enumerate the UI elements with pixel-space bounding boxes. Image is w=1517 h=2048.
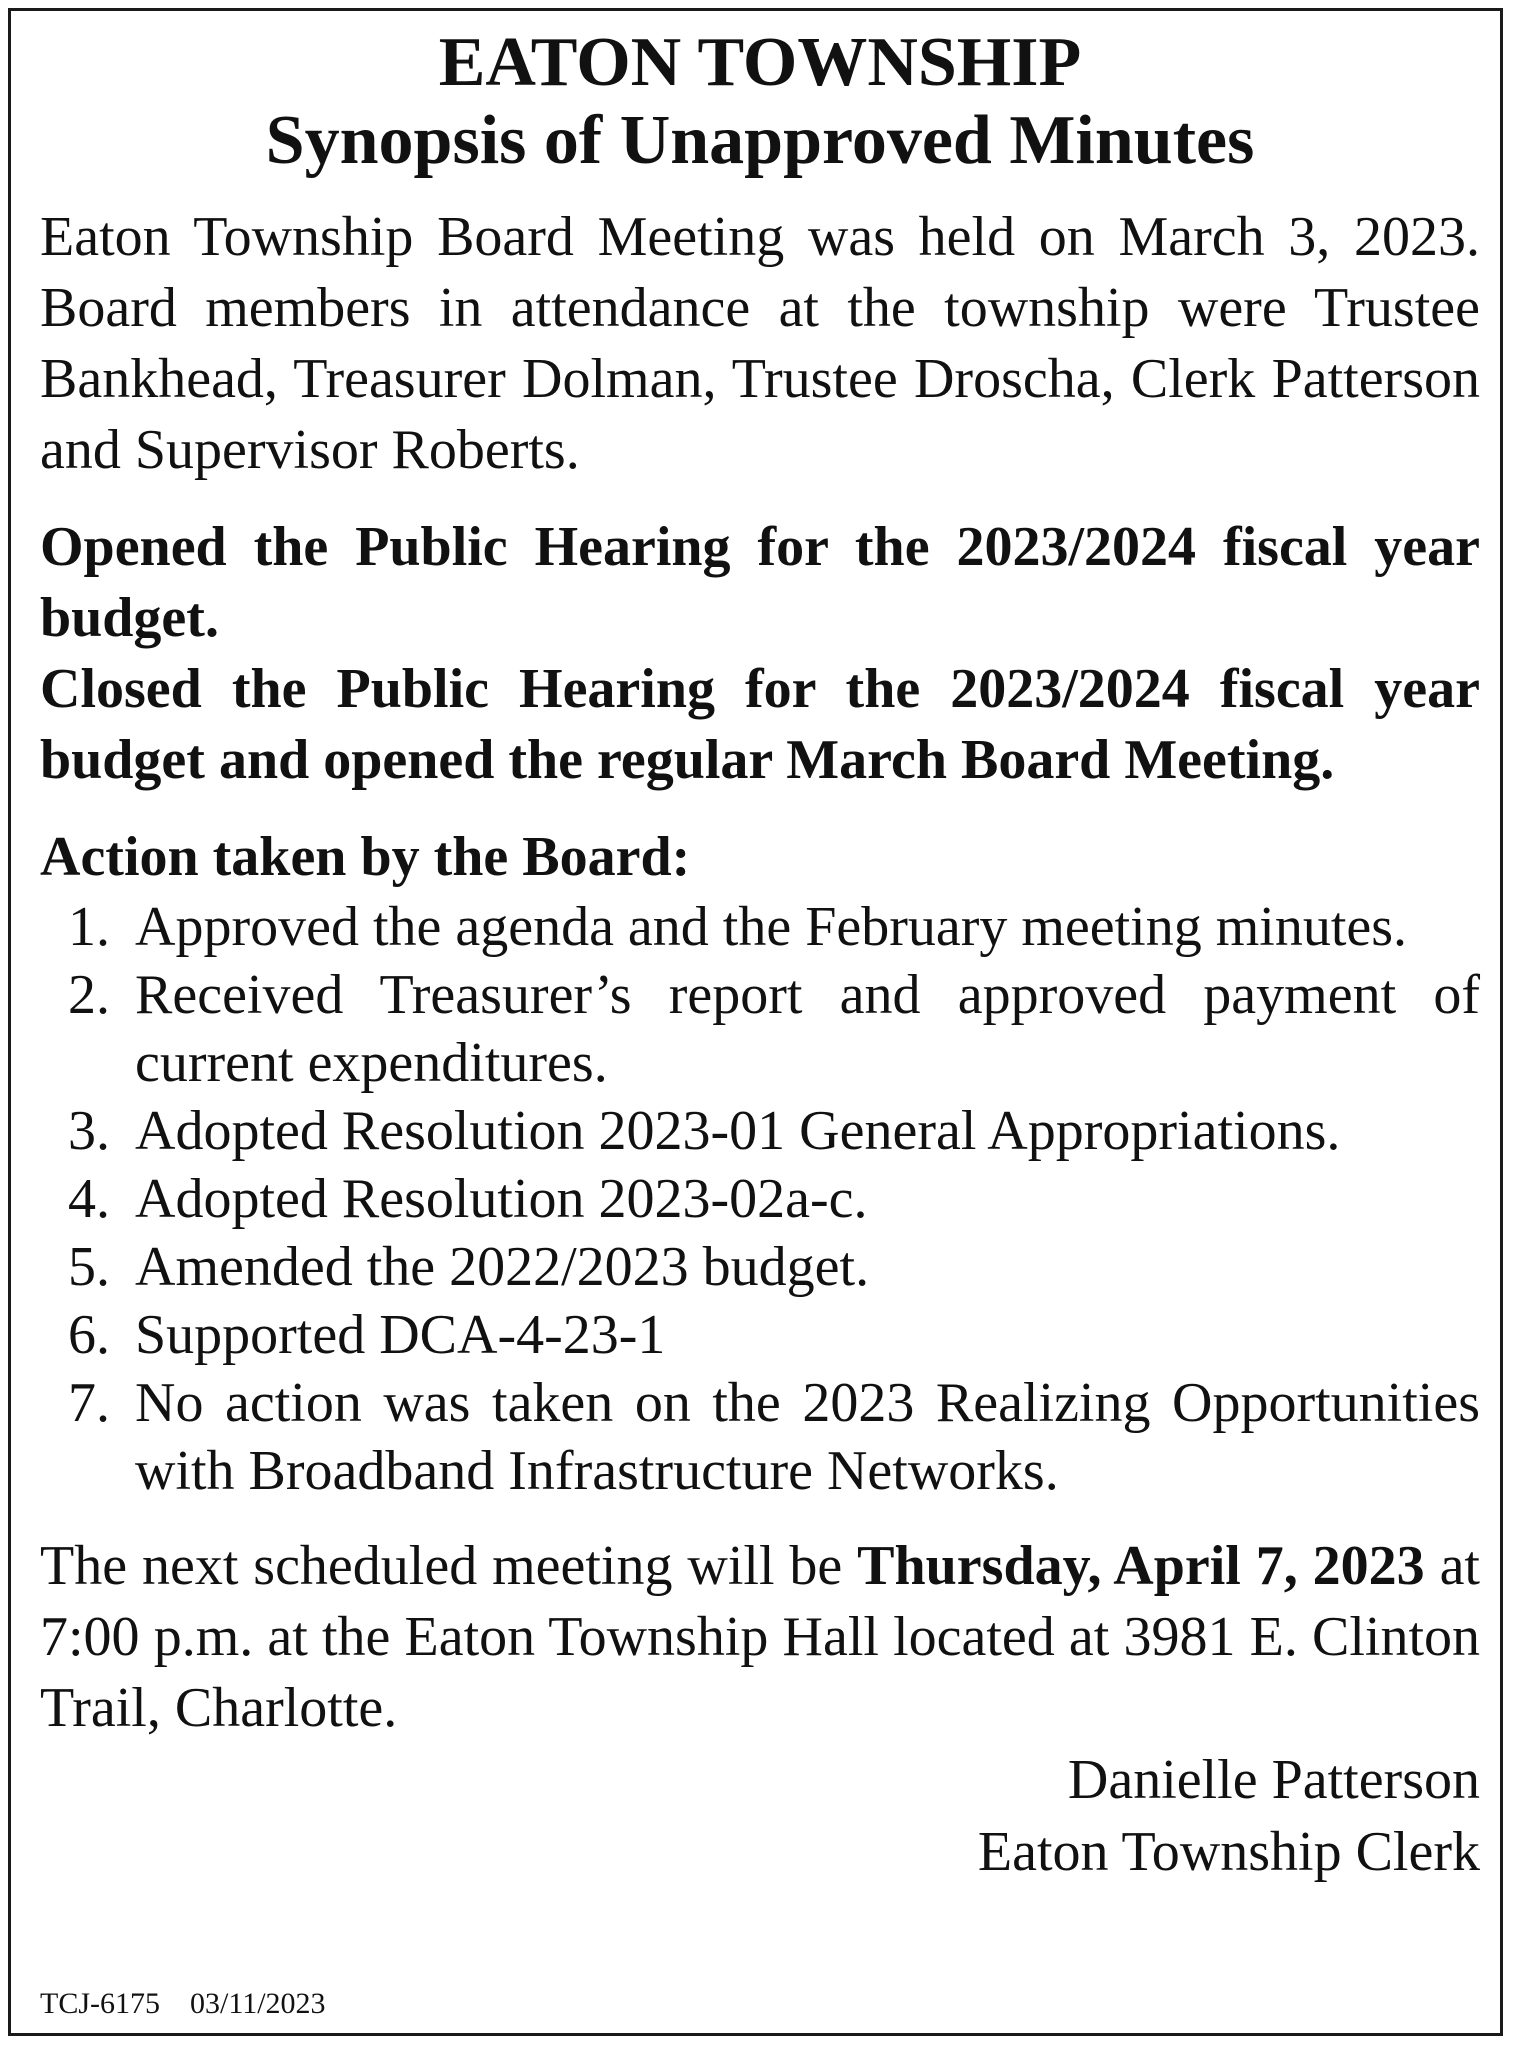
notice-content <box>40 24 1480 1888</box>
action-number: 5. <box>68 1236 110 1298</box>
action-item <box>40 1233 1480 1301</box>
action-text: Approved the agenda and the February meeting minutes. <box>135 896 1408 958</box>
hearing-closed: Closed the Public Hearing for the 2023/2024 fiscal year budget and opened the regular March Board Meeting. <box>40 658 1480 791</box>
action-number: 1. <box>68 896 110 958</box>
action-number: 6. <box>68 1304 110 1366</box>
signature-name: Danielle Patterson <box>1067 1749 1480 1811</box>
action-text: Adopted Resolution 2023-02a-c. <box>135 1168 868 1230</box>
next-meeting-details: at 7:00 p.m. at the Eaton Township Hall located at 3981 E. Clinton Trail, Charlotte. <box>40 1535 1480 1739</box>
actions-list <box>40 893 1480 1505</box>
actions-heading: Action taken by the Board: <box>40 826 691 888</box>
action-item <box>40 961 1480 1097</box>
action-number: 3. <box>68 1100 110 1162</box>
action-text: No action was taken on the 2023 Realizing Opportunities with Broadband Infrastructure Networks. <box>135 1372 1480 1502</box>
action-number: 2. <box>68 964 110 1026</box>
next-meeting-date: Thursday, April 7, 2023 <box>857 1535 1425 1597</box>
action-text: Supported DCA-4-23-1 <box>135 1304 666 1366</box>
publication-date: 03/11/2023 <box>190 1987 326 2020</box>
action-item <box>40 893 1480 961</box>
reference-code: TCJ-6175 <box>40 1987 160 2020</box>
signature-role: Eaton Township Clerk <box>977 1821 1480 1883</box>
action-text: Adopted Resolution 2023-01 General Appropriations. <box>135 1100 1341 1162</box>
action-item <box>40 1369 1480 1505</box>
action-item <box>40 1097 1480 1165</box>
notice-title: EATON TOWNSHIP <box>438 24 1082 101</box>
publication-reference <box>40 1986 356 2022</box>
action-number: 7. <box>68 1372 110 1434</box>
action-item <box>40 1165 1480 1233</box>
action-text: Amended the 2022/2023 budget. <box>135 1236 870 1298</box>
action-item <box>40 1301 1480 1369</box>
next-meeting-paragraph <box>40 1531 1480 1744</box>
action-number: 4. <box>68 1168 110 1230</box>
next-meeting-prefix: The next scheduled meeting will be <box>40 1535 858 1597</box>
action-text: Received Treasurer’s report and approved payment of current expenditures. <box>135 964 1480 1094</box>
hearing-opened: Opened the Public Hearing for the 2023/2024 fiscal year budget. <box>40 516 1480 649</box>
intro-paragraph: Eaton Township Board Meeting was held on March 3, 2023. Board members in attendance at the township were Trustee Bankhead, Treasurer Dolman, Trustee Droscha, Clerk Patterson and Supervisor Roberts. <box>40 206 1480 481</box>
notice-subtitle: Synopsis of Unapproved Minutes <box>265 102 1255 179</box>
